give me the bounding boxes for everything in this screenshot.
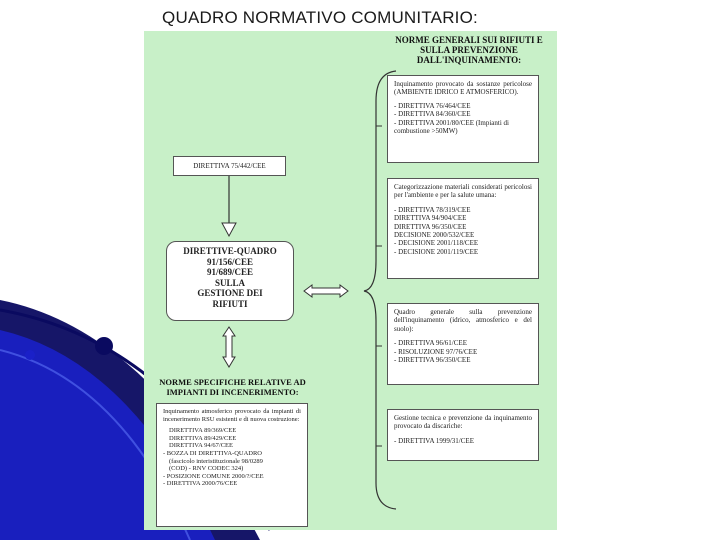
list-item: (fascicolo interistituzionale 98/0289: [169, 457, 263, 465]
box-text: Gestione tecnica e prevenzione da inquinamento provocato da discariche:: [394, 414, 532, 431]
box-directive-75-442: DIRETTIVA 75/442/CEE: [173, 156, 286, 176]
box-framework-directives: [166, 241, 294, 321]
arrow-down-head: [222, 223, 236, 236]
list-item: - BOZZA DI DIRETTIVA-QUADRO: [163, 449, 262, 457]
box-landfill: [387, 409, 539, 461]
box-text: Inquinamento provocato da sostanze pericolose (AMBIENTE IDRICO E ATMOSFERICO).: [394, 80, 532, 97]
list-item: DIRETTIVA 89/429/CEE: [169, 434, 237, 442]
box-pollution-prevention: [387, 303, 539, 385]
list-item: - DIRETTIVA 1999/31/CEE: [394, 436, 474, 445]
list-item: - DECISIONE 2001/119/CEE: [394, 247, 479, 256]
list-item: DIRETTIVA 94/67/CEE: [169, 442, 233, 450]
box-text: Categorizzazione materiali considerati pericolosi per l'ambiente e per la salute umana:: [394, 183, 532, 200]
framework-title: DIRETTIVE-QUADRO: [183, 246, 277, 256]
list-item: DIRETTIVA 96/350/CEE: [394, 222, 467, 231]
list-item: - DIRETTIVA 84/360/CEE: [394, 110, 471, 119]
box-hazardous-categories: [387, 178, 539, 279]
diagram-panel: [144, 31, 557, 530]
box-incineration: [156, 403, 308, 527]
list-item: - DIRETTIVA 96/350/CEE: [394, 356, 471, 365]
list-item: - DIRETTIVA 96/61/CEE: [394, 339, 467, 348]
horizontal-arrow-icon: [304, 285, 348, 297]
list-item: - DIRETTIVA 2001/80/CEE (Impianti di combustione >50MW): [394, 118, 509, 136]
list-item: - RISOLUZIONE 97/76/CEE: [394, 347, 478, 356]
decorative-dot: [25, 350, 35, 360]
list-item: DECISIONE 2000/532/CEE: [394, 231, 475, 240]
list-item: - DECISIONE 2001/118/CEE: [394, 239, 479, 248]
header-general-norms: NORME GENERALI SUI RIFIUTI E SULLA PREVENZIONE DALL'INQUINAMENTO:: [395, 35, 543, 65]
slide-title: QUADRO NORMATIVO COMUNITARIO:: [162, 8, 478, 27]
box-hazardous-substances: [387, 75, 539, 163]
framework-text: SULLA: [214, 277, 245, 288]
header-incineration-norms: NORME SPECIFICHE RELATIVE AD IMPIANTI DI INCENERIMENTO:: [159, 377, 306, 397]
box-text: Quadro generale sulla prevenzione dell'inquinamento (idrico, atmosferico e del suolo):: [394, 308, 532, 333]
list-item: - DIRETTIVA 76/464/CEE: [394, 101, 471, 110]
list-item: (COD) - RNV CODEC 324): [169, 465, 244, 473]
box-text: Inquinamento atmosferico provocato da impianti di incenerimento RSU esistenti e di nuova costruzione:: [163, 408, 301, 423]
framework-directive: 91/689/CEE: [206, 267, 253, 277]
double-arrow-icon: [223, 327, 235, 367]
list-item: DIRETTIVA 89/369/CEE: [169, 427, 237, 435]
framework-text: GESTIONE DEI: [197, 288, 263, 298]
decorative-dot: [95, 337, 113, 355]
list-item: - DIRETTIVA 2000/76/CEE: [163, 480, 238, 488]
framework-text: RIFIUTI: [212, 298, 248, 309]
list-item: - POSIZIONE COMUNE 2000/?/CEE: [163, 472, 264, 480]
list-item: - DIRETTIVA 78/319/CEE: [394, 205, 471, 214]
framework-directive: 91/156/CEE: [206, 256, 253, 267]
list-item: DIRETTIVA 94/904/CEE: [394, 214, 467, 223]
